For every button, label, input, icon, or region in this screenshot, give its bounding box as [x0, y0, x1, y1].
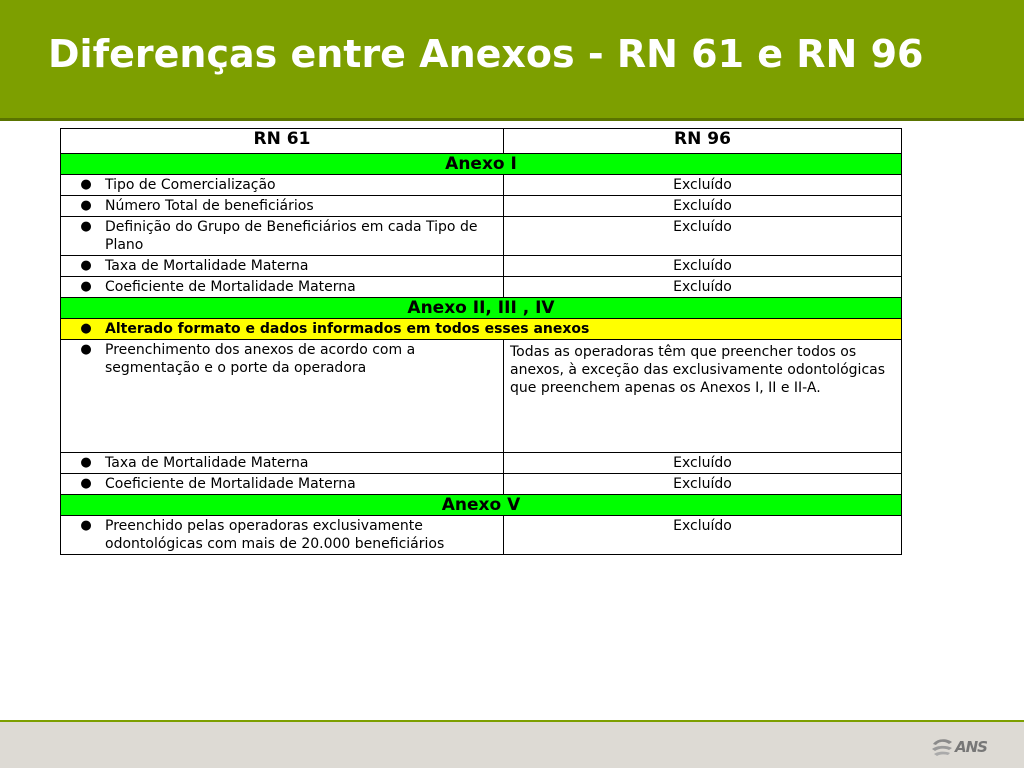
- table-row: [61, 453, 902, 474]
- bullet-icon: ●: [80, 455, 92, 470]
- item-text: Número Total de beneficiários: [105, 198, 314, 214]
- item-text: Definição do Grupo de Beneficiários em cada Tipo de Plano: [105, 219, 478, 253]
- table-row: [61, 340, 902, 453]
- cell-rn96: Excluído: [504, 453, 902, 474]
- bullet-icon: ●: [80, 476, 92, 491]
- table-row: [61, 474, 902, 495]
- section-row: [61, 154, 902, 175]
- section-row: [61, 495, 902, 516]
- cell-rn61: [61, 196, 504, 217]
- cell-rn61: [61, 474, 504, 495]
- item-text: Taxa de Mortalidade Materna: [105, 455, 309, 471]
- table-row: [61, 256, 902, 277]
- ans-logo-text: ANS: [955, 738, 987, 756]
- table-row: [61, 175, 902, 196]
- table-header-row: [61, 129, 902, 154]
- cell-rn61: [61, 256, 504, 277]
- bullet-icon: ●: [80, 258, 92, 273]
- cell-rn96: Excluído: [504, 474, 902, 495]
- cell-rn96: Excluído: [504, 256, 902, 277]
- cell-rn61: [61, 175, 504, 196]
- table-row: [61, 196, 902, 217]
- section-anexo-ii-iii-iv: Anexo II, III , IV: [61, 298, 902, 319]
- column-header-rn61: RN 61: [61, 129, 504, 154]
- footer-bar: [0, 722, 1024, 768]
- title-bar-divider: [0, 118, 1024, 121]
- item-text: Tipo de Comercialização: [105, 177, 276, 193]
- item-text: Coeficiente de Mortalidade Materna: [105, 476, 356, 492]
- item-text: Preenchimento dos anexos de acordo com a segmentação e o porte da operadora: [105, 342, 416, 376]
- item-text: Taxa de Mortalidade Materna: [105, 258, 309, 274]
- section-anexo-i: Anexo I: [61, 154, 902, 175]
- table-row: [61, 217, 902, 256]
- cell-rn96: Excluído: [504, 516, 902, 555]
- cell-rn61: [61, 277, 504, 298]
- bullet-icon: ●: [80, 279, 92, 294]
- highlight-cell: [61, 319, 902, 340]
- ans-logo-icon: [930, 736, 954, 758]
- cell-rn96: Excluído: [504, 277, 902, 298]
- ans-logo: [930, 734, 992, 760]
- cell-rn61: [61, 453, 504, 474]
- highlight-row: [61, 319, 902, 340]
- column-header-rn96: RN 96: [504, 129, 902, 154]
- slide-title: Diferenças entre Anexos - RN 61 e RN 96: [48, 32, 924, 76]
- bullet-icon: ●: [80, 177, 92, 192]
- cell-rn96: Excluído: [504, 196, 902, 217]
- item-text: Preenchido pelas operadoras exclusivamente odontológicas com mais de 20.000 beneficiários: [105, 518, 445, 552]
- section-row: [61, 298, 902, 319]
- bullet-icon: ●: [80, 198, 92, 213]
- cell-rn96: Excluído: [504, 217, 902, 256]
- comparison-table: [60, 128, 902, 555]
- item-text: Coeficiente de Mortalidade Materna: [105, 279, 356, 295]
- bullet-icon: ●: [80, 219, 92, 234]
- item-text: Alterado formato e dados informados em todos esses anexos: [105, 321, 590, 337]
- cell-rn61: [61, 217, 504, 256]
- cell-rn96: Excluído: [504, 175, 902, 196]
- bullet-icon: ●: [80, 321, 92, 336]
- bullet-icon: ●: [80, 518, 92, 533]
- table-row: [61, 516, 902, 555]
- cell-rn61: [61, 340, 504, 453]
- bullet-icon: ●: [80, 342, 92, 357]
- cell-rn61: [61, 516, 504, 555]
- cell-rn96: Todas as operadoras têm que preencher todos os anexos, à exceção das exclusivamente odontológicas que preenchem apenas os Anexos I, II e II-A.: [504, 340, 902, 453]
- section-anexo-v: Anexo V: [61, 495, 902, 516]
- table-row: [61, 277, 902, 298]
